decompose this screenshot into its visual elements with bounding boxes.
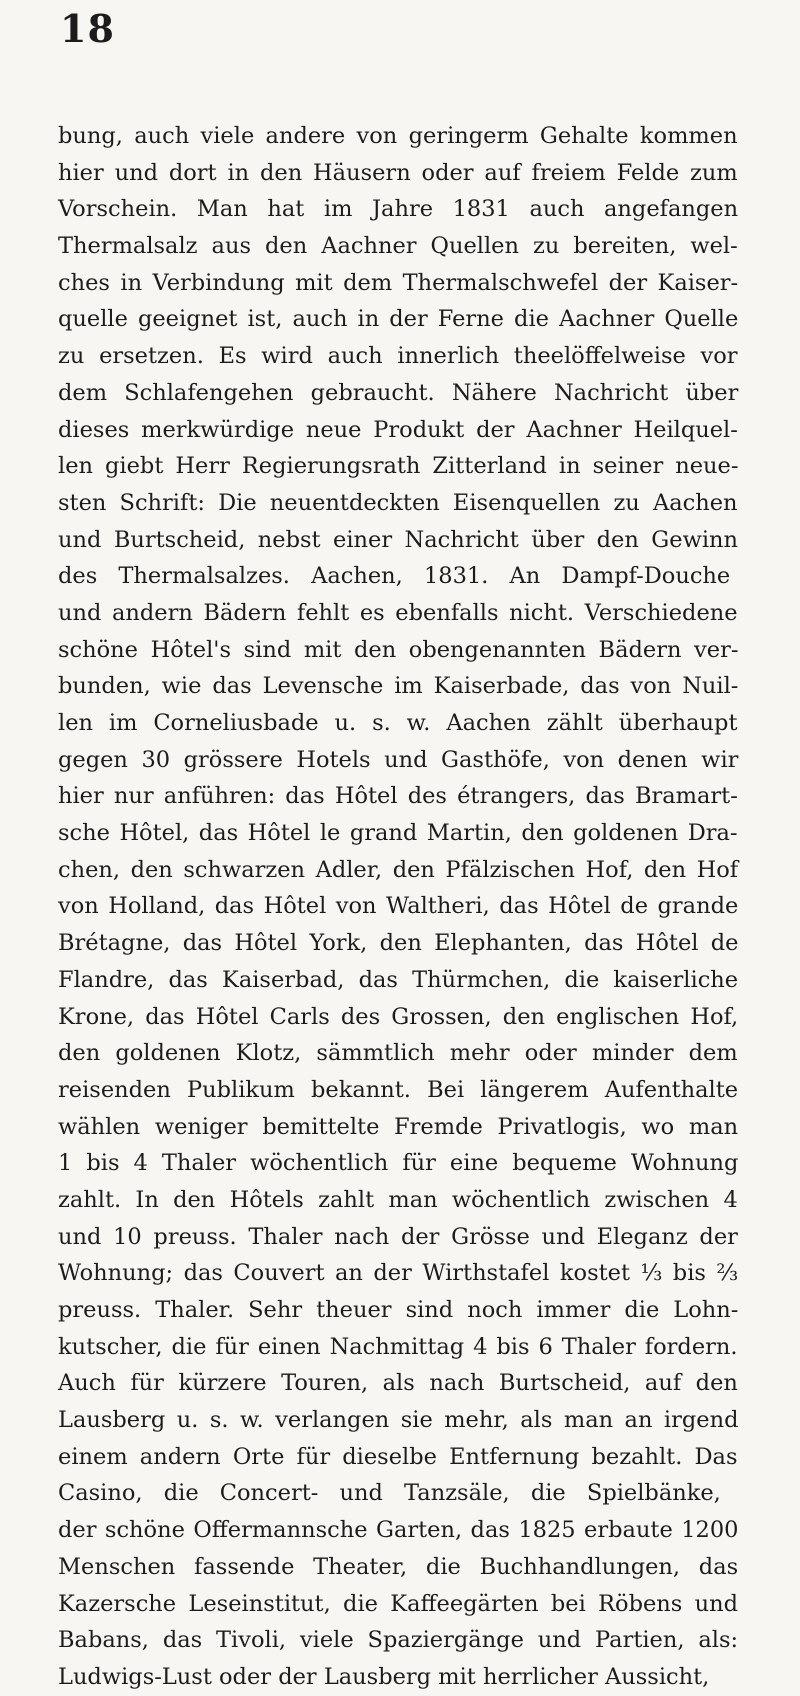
text-line: Wohnung; das Couvert an der Wirthstafel kostet ⅓ bis ⅔ bbox=[58, 1260, 739, 1287]
text-line: und andern Bädern fehlt es ebenfalls nicht. Verschiedene bbox=[58, 599, 738, 626]
text-line: dieses merkwürdige neue Produkt der Aachner Heilquel- bbox=[58, 416, 738, 443]
text-line: preuss. Thaler. Sehr theuer sind noch immer die Lohn- bbox=[58, 1297, 739, 1323]
text-line: Ludwigs-Lust oder der Lausberg mit herrlicher Aussicht, bbox=[58, 1663, 710, 1690]
text-line: zahlt. In den Hôtels zahlt man wöchentlich zwischen 4 bbox=[58, 1186, 738, 1213]
text-line: des Thermalsalzes. Aachen, 1831. An Dampf-Douche bbox=[58, 563, 731, 590]
text-line: kutscher, die für einen Nachmittag 4 bis 6 Thaler fordern. bbox=[58, 1333, 738, 1360]
text-line: Krone, das Hôtel Carls des Grossen, den englischen Hof, bbox=[58, 1003, 739, 1030]
text-line: der schöne Offermannsche Garten, das 1825 erbaute 1200 bbox=[58, 1517, 739, 1544]
page-number: 18 bbox=[60, 6, 115, 51]
text-line: Casino, die Concert- und Tanzsäle, die Spielbänke, bbox=[58, 1480, 721, 1507]
text-line: quelle geeignet ist, auch in der Ferne die Aachner Quelle bbox=[58, 306, 739, 333]
text-line: Flandre, das Kaiserbad, das Thürmchen, die kaiserliche bbox=[58, 966, 739, 993]
text-line: Kazersche Leseinstitut, die Kaffeegärten bei Röbens und bbox=[58, 1590, 739, 1617]
text-line: gegen 30 grössere Hotels und Gasthöfe, von denen wir bbox=[58, 746, 739, 773]
text-line: den goldenen Klotz, sämmtlich mehr oder minder dem bbox=[58, 1040, 738, 1067]
text-line: len im Corneliusbade u. s. w. Aachen zählt überhaupt bbox=[58, 710, 738, 736]
text-line: Menschen fassende Theater, die Buchhandlungen, das bbox=[58, 1553, 739, 1580]
text-line: einem andern Orte für dieselbe Entfernung bezahlt. Das bbox=[58, 1443, 738, 1470]
text-line: sten Schrift: Die neuentdeckten Eisenquellen zu Aachen bbox=[58, 489, 738, 516]
text-line: chen, den schwarzen Adler, den Pfälzischen Hof, den Hof bbox=[58, 856, 739, 883]
text-line: 1 bis 4 Thaler wöchentlich für eine bequeme Wohnung bbox=[58, 1150, 739, 1177]
text-line: Brétagne, das Hôtel York, den Elephanten, das Hôtel de bbox=[58, 930, 739, 957]
text-line: von Holland, das Hôtel von Waltheri, das Hôtel de grande bbox=[58, 893, 739, 920]
text-line: Babans, das Tivoli, viele Spaziergänge und Partien, als: bbox=[58, 1627, 739, 1654]
text-line: reisenden Publikum bekannt. Bei längerem Aufenthalte bbox=[58, 1076, 739, 1103]
text-line: hier nur anführen: das Hôtel des étrangers, das Bramart- bbox=[58, 783, 738, 810]
text-line: und Burtscheid, nebst einer Nachricht über den Gewinn bbox=[58, 526, 739, 553]
text-line: Thermalsalz aus den Aachner Quellen zu bereiten, wel- bbox=[58, 233, 738, 260]
text-line: zu ersetzen. Es wird auch innerlich theelöffelweise vor bbox=[58, 343, 738, 370]
text-line: bung, auch viele andere von geringerm Gehalte kommen bbox=[58, 123, 738, 149]
text-line: dem Schlafengehen gebraucht. Nähere Nachricht über bbox=[58, 379, 739, 406]
text-line: bunden, wie das Levensche im Kaiserbade, das von Nuil- bbox=[58, 673, 739, 700]
text-line: hier und dort in den Häusern oder auf freiem Felde zum bbox=[58, 159, 738, 186]
text-line: len giebt Herr Regierungsrath Zitterland in seiner neue- bbox=[58, 453, 739, 480]
text-line: Vorschein. Man hat im Jahre 1831 auch angefangen bbox=[58, 196, 739, 223]
body-text bbox=[58, 118, 738, 1696]
text-line: sche Hôtel, das Hôtel le grand Martin, den goldenen Dra- bbox=[58, 820, 738, 847]
text-line: wählen weniger bemittelte Fremde Privatlogis, wo man bbox=[58, 1113, 739, 1140]
text-line: schöne Hôtel's sind mit den obengenannten Bädern ver- bbox=[58, 636, 739, 663]
text-line: ches in Verbindung mit dem Thermalschwefel der Kaiser- bbox=[58, 269, 739, 296]
text-line: Lausberg u. s. w. verlangen sie mehr, als man an irgend bbox=[58, 1407, 739, 1434]
text-line: Auch für kürzere Touren, als nach Burtscheid, auf den bbox=[58, 1370, 738, 1397]
text-line: und 10 preuss. Thaler nach der Grösse und Eleganz der bbox=[58, 1223, 738, 1250]
